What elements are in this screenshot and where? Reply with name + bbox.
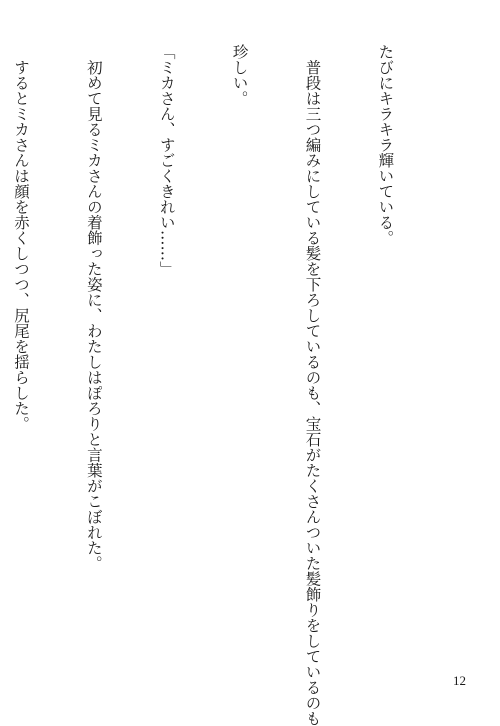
text-line: 初めて見るミカさんの着飾った姿に、わたしはぽろりと言葉がこぼれた。: [84, 44, 103, 571]
body-text: [0, 44, 446, 726]
text-line: するとミカさんは顔を赤くしつつ、尻尾を揺らした。: [11, 44, 30, 432]
text-line: たびにキラキラ輝いている。: [376, 44, 395, 246]
text-line: 「ミカさん、すごくきれい……」: [157, 44, 176, 277]
text-line: 普段は三つ編みにしている髪を下ろしているのも、宝石がたくさんついた髪飾りをしているのも: [303, 44, 322, 726]
text-line: 珍しい。: [230, 44, 249, 106]
page-number: 12: [453, 673, 466, 688]
